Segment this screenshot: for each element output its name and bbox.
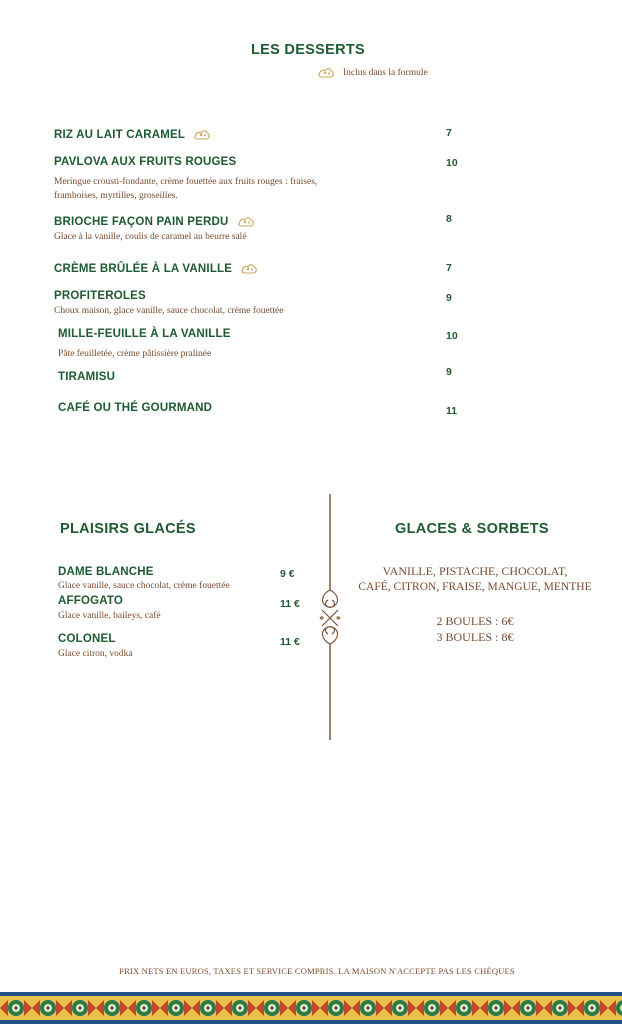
dessert-desc: Glace à la vanille, coulis de caramel au beurre salé [54, 232, 247, 242]
page-title: LES DESSERTS [251, 42, 365, 58]
formula-icon [236, 215, 256, 229]
plaisir-price: 11 € [280, 636, 300, 648]
dessert-name-riz: RIZ AU LAIT CARAMEL [54, 128, 212, 142]
dessert-price: 8 [446, 213, 452, 225]
plaisir-desc: Glace citron, vodka [58, 649, 133, 659]
dessert-price: 7 [446, 262, 452, 274]
dessert-name-pavlova: PAVLOVA AUX FRUITS ROUGES [54, 156, 237, 168]
formula-icon [316, 66, 336, 80]
sorbets-title: GLACES & SORBETS [395, 521, 549, 537]
dessert-desc: Meringue crousti-fondante, crème fouettée aux fruits rouges : fraises, framboises, myrtilles, groseilles. [54, 177, 318, 201]
dessert-price: 9 [446, 366, 452, 378]
formula-icon [192, 128, 212, 142]
tile-pattern-band [0, 992, 622, 1024]
dessert-price: 9 [446, 292, 452, 304]
plaisir-name-colonel: COLONEL [58, 633, 116, 645]
plaisir-desc: Glace vanille, sauce chocolat, crème fouettée [58, 581, 230, 591]
sorbets-price-line1: 2 BOULES : 6€ [436, 614, 514, 628]
sorbets-flavors-line2: CAFÉ, CITRON, FRAISE, MANGUE, MENTHE [358, 581, 592, 593]
plaisir-name-affogato: AFFOGATO [58, 595, 124, 607]
legend [316, 66, 428, 80]
dessert-name-profiteroles: PROFITEROLES [54, 290, 146, 302]
dessert-price: 10 [446, 330, 458, 342]
plaisir-desc: Glace vanille, baileys, café [58, 611, 161, 621]
dessert-name-creme-brulee: CRÈME BRÛLÉE À LA VANILLE [54, 262, 259, 276]
ornament-divider [318, 494, 342, 740]
sorbets-flavors-line1: VANILLE, PISTACHE, CHOCOLAT, [382, 564, 568, 578]
dessert-name-mille-feuille: MILLE-FEUILLE À LA VANILLE [58, 328, 231, 340]
dessert-name-brioche: BRIOCHE FAÇON PAIN PERDU [54, 215, 256, 229]
dessert-price: 7 [446, 127, 452, 139]
dessert-desc: Pâte feuilletée, crème pâtissière pralinée [58, 349, 212, 359]
plaisir-price: 9 € [280, 568, 295, 580]
dessert-price: 10 [446, 157, 458, 169]
plaisir-name-dame-blanche: DAME BLANCHE [58, 566, 154, 578]
formula-icon [239, 262, 259, 276]
dessert-desc: Choux maison, glace vanille, sauce chocolat, crème fouettée [54, 306, 284, 316]
dessert-price: 11 [446, 405, 458, 417]
plaisirs-title: PLAISIRS GLACÉS [60, 521, 196, 537]
dessert-name-tiramisu: TIRAMISU [58, 371, 116, 383]
sorbets-price-line2: 3 BOULES : 8€ [436, 630, 514, 644]
plaisir-price: 11 € [280, 598, 300, 610]
footer-note: PRIX NETS EN EUROS, TAXES ET SERVICE COMPRIS. LA MAISON N'ACCEPTE PAS LES CHÈQUES [119, 966, 515, 976]
legend-text: Inclus dans la formule [343, 68, 428, 78]
dessert-name-cafe-gourmand: CAFÉ OU THÉ GOURMAND [58, 402, 213, 414]
